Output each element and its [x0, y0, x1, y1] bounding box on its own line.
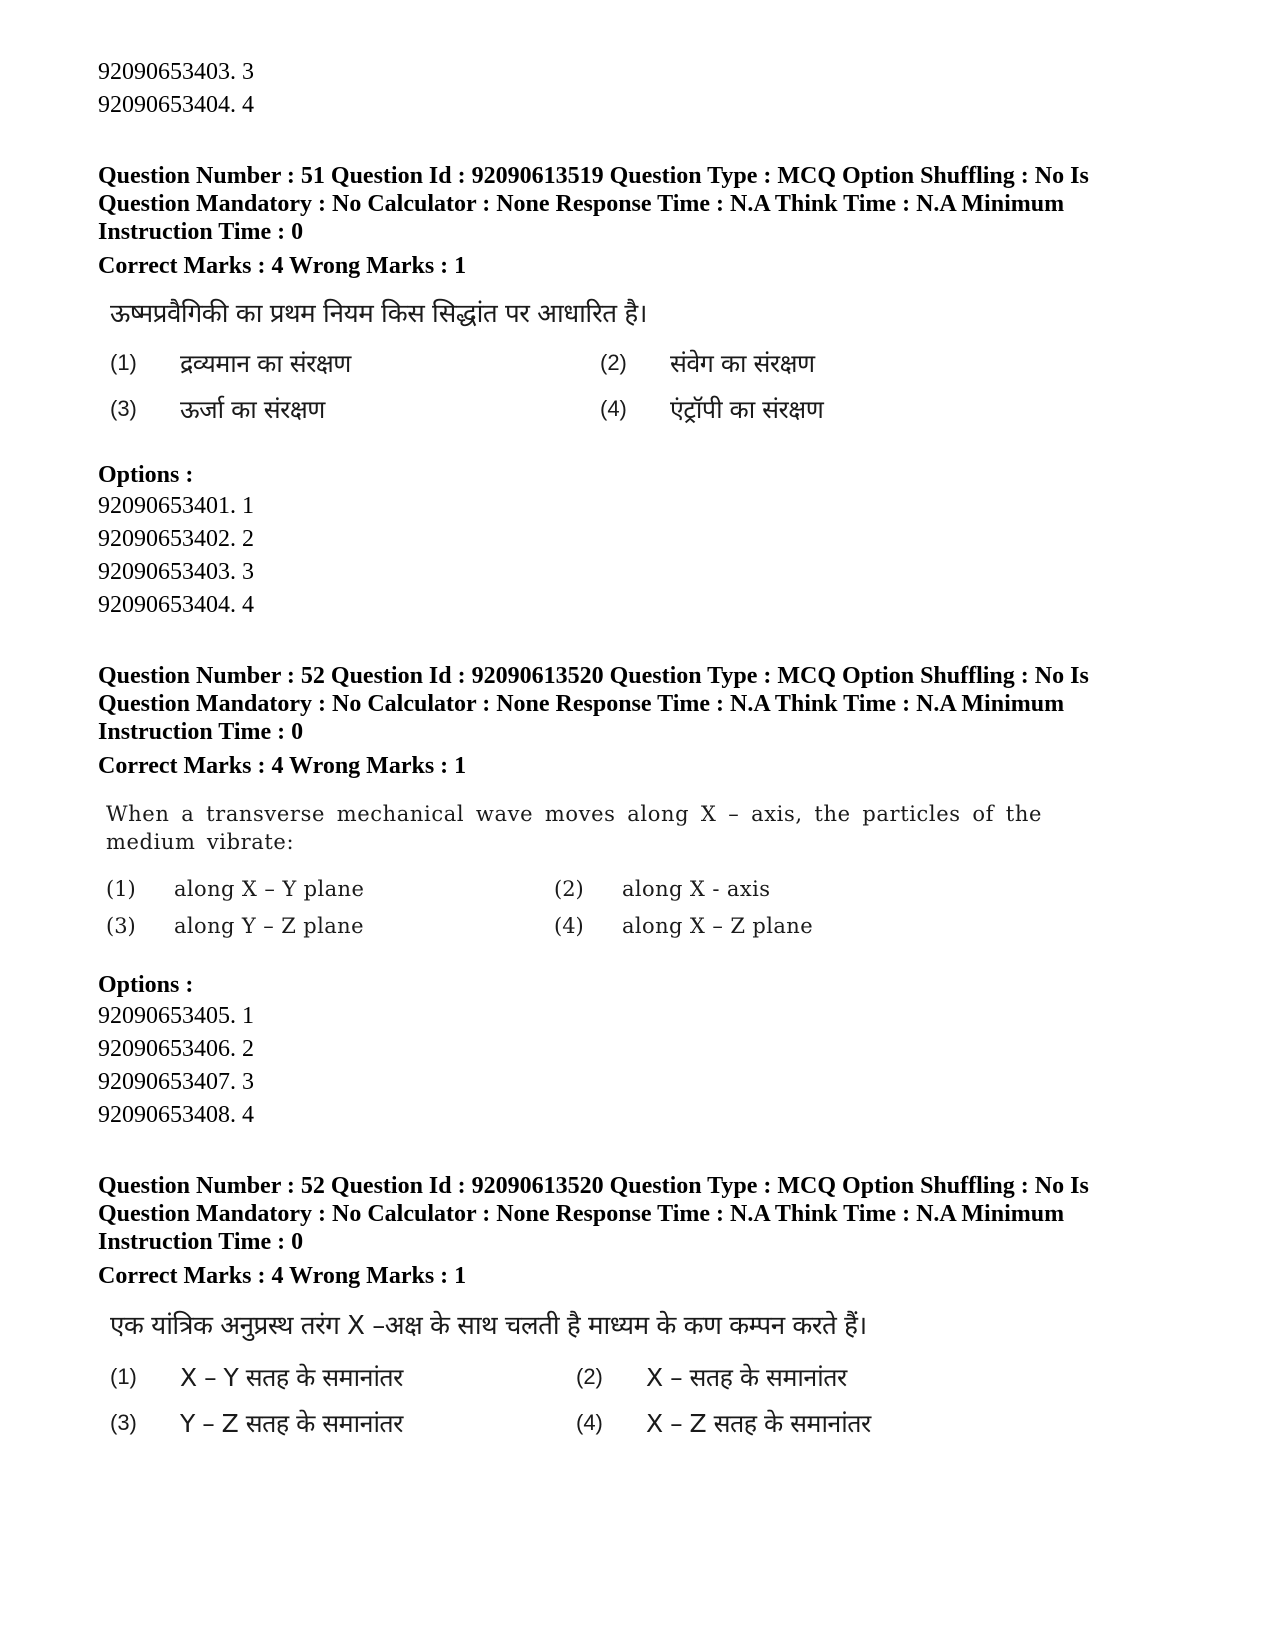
- choice-number: (2): [600, 350, 627, 375]
- question-text: ऊष्मप्रवैगिकी का प्रथम नियम किस सिद्धांत पर आधारित है।: [110, 299, 648, 329]
- choice-item: [110, 1354, 576, 1400]
- choice-item: [576, 1400, 1016, 1446]
- top-options-list: [98, 56, 1178, 122]
- choice-text: एंट्रॉपी का संरक्षण: [670, 395, 824, 424]
- choice-item: [110, 340, 600, 386]
- question-text: एक यांत्रिक अनुप्रस्थ तरंग X –अक्ष के साथ चलती है माध्यम के कण कम्पन करते हैं।: [110, 1311, 867, 1341]
- question-content: [106, 800, 1178, 944]
- option-id-line: 92090653408. 4: [98, 1102, 254, 1128]
- choice-grid: [106, 870, 1178, 944]
- choice-item: [106, 870, 554, 907]
- choice-item: [554, 907, 994, 944]
- question-marks: Correct Marks : 4 Wrong Marks : 1: [98, 1263, 467, 1289]
- choice-text: X – Z सतह के समानांतर: [646, 1409, 871, 1438]
- option-id-line: 92090653403. 3: [98, 59, 254, 85]
- choice-grid: [110, 1354, 1178, 1446]
- options-label: Options :: [98, 972, 194, 998]
- option-id-line: 92090653407. 3: [98, 1069, 254, 1095]
- document-page: [98, 56, 1178, 1446]
- question-meta: Question Number : 51 Question Id : 92090613519 Question Type : MCQ Option Shuffling : No Is Question Mandatory : No Calculator : None Response Time : N.A Think Time : N.A Minimum Instruction Time : 0: [98, 163, 1089, 245]
- choice-grid: [110, 340, 1178, 432]
- choice-number: (3): [110, 396, 137, 421]
- choice-item: [600, 340, 1040, 386]
- question-block-52-hi: [98, 1172, 1178, 1446]
- choice-text: along X - axis: [622, 876, 771, 901]
- choice-number: (1): [110, 1364, 137, 1389]
- question-marks: Correct Marks : 4 Wrong Marks : 1: [98, 753, 467, 779]
- question-meta: Question Number : 52 Question Id : 92090613520 Question Type : MCQ Option Shuffling : No Is Question Mandatory : No Calculator : None Response Time : N.A Think Time : N.A Minimum Instruction Time : 0: [98, 663, 1089, 745]
- option-id-line: 92090653401. 1: [98, 493, 254, 519]
- question-text: When a transverse mechanical wave moves along X – axis, the particles of the medium vibrate:: [106, 802, 1042, 854]
- option-id-line: 92090653404. 4: [98, 592, 254, 618]
- choice-item: [110, 1400, 576, 1446]
- choice-text: संवेग का संरक्षण: [670, 349, 815, 378]
- choice-item: [600, 386, 1040, 432]
- choice-number: (2): [576, 1364, 603, 1389]
- choice-number: (1): [110, 350, 137, 375]
- options-list: [98, 1000, 1178, 1132]
- option-id-line: 92090653405. 1: [98, 1003, 254, 1029]
- choice-text: along X – Y plane: [174, 876, 365, 901]
- choice-number: (2): [554, 876, 584, 901]
- choice-text: Y – Z सतह के समानांतर: [180, 1409, 403, 1438]
- choice-text: द्रव्यमान का संरक्षण: [180, 349, 351, 378]
- question-marks: Correct Marks : 4 Wrong Marks : 1: [98, 253, 467, 279]
- choice-number: (4): [554, 913, 584, 938]
- option-id-line: 92090653406. 2: [98, 1036, 254, 1062]
- choice-text: ऊर्जा का संरक्षण: [180, 395, 325, 424]
- option-id-line: 92090653404. 4: [98, 92, 254, 118]
- choice-item: [106, 907, 554, 944]
- choice-number: (4): [600, 396, 627, 421]
- option-id-line: 92090653402. 2: [98, 526, 254, 552]
- choice-number: (4): [576, 1410, 603, 1435]
- choice-text: along X – Z plane: [622, 913, 814, 938]
- choice-item: [576, 1354, 1016, 1400]
- choice-text: X – सतह के समानांतर: [646, 1363, 847, 1392]
- question-meta: Question Number : 52 Question Id : 92090613520 Question Type : MCQ Option Shuffling : No Is Question Mandatory : No Calculator : None Response Time : N.A Think Time : N.A Minimum Instruction Time : 0: [98, 1173, 1089, 1255]
- question-block-51: [98, 162, 1178, 622]
- choice-text: along Y – Z plane: [174, 913, 364, 938]
- choice-number: (3): [110, 1410, 137, 1435]
- options-label: Options :: [98, 462, 194, 488]
- question-content: [110, 296, 1178, 432]
- choice-number: (3): [106, 913, 136, 938]
- question-block-52-en: [98, 662, 1178, 1132]
- option-id-line: 92090653403. 3: [98, 559, 254, 585]
- question-content: [110, 1308, 1178, 1446]
- choice-number: (1): [106, 876, 136, 901]
- choice-item: [110, 386, 600, 432]
- options-list: [98, 490, 1178, 622]
- choice-item: [554, 870, 994, 907]
- choice-text: X – Y सतह के समानांतर: [180, 1363, 403, 1392]
